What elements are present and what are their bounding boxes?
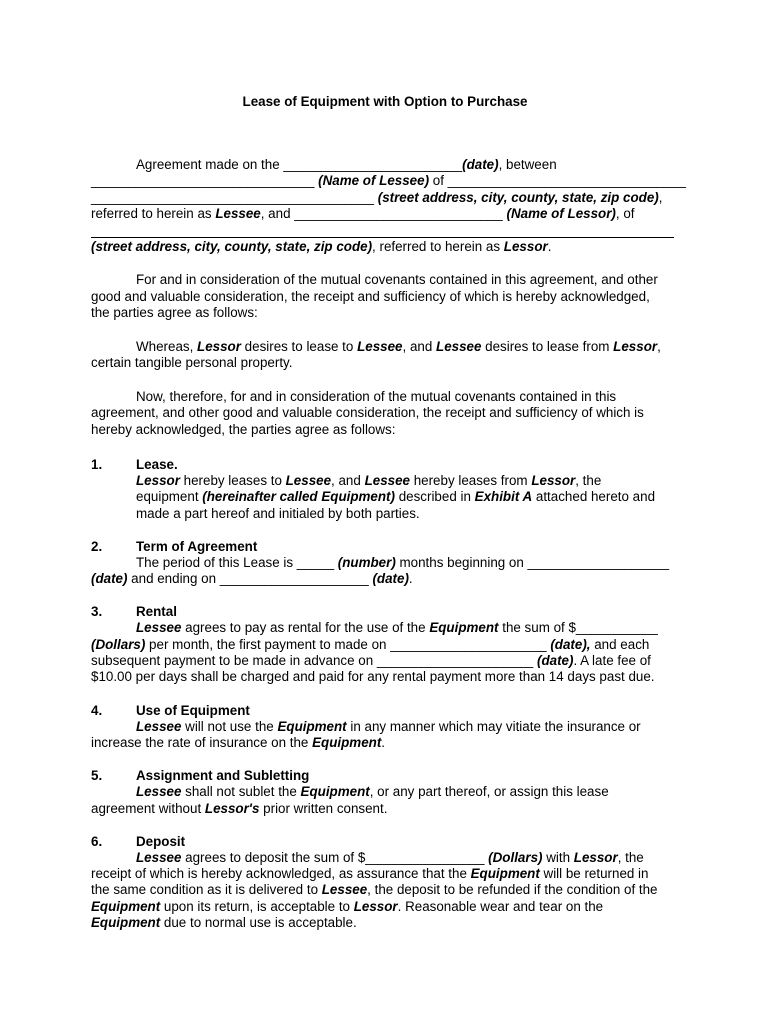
section-6-title: Deposit (136, 834, 186, 849)
section-1-line-2: equipment (hereinafter called Equipment) described in Exhibit A attached hereto and (136, 489, 656, 504)
consideration-line-1: For and in consideration of the mutual covenants contained in this agreement, and other (136, 272, 658, 287)
section-3-title: Rental (136, 604, 177, 619)
section-6-line-1: Lessee agrees to deposit the sum of $________________ (Dollars) with Lessor, the (136, 850, 644, 865)
intro-line-2: ______________________________ (Name of Lessee) of ________________________________ (91, 173, 686, 188)
intro-line-1: Agreement made on the ________________________(date), between (136, 157, 557, 172)
section-6-line-2: receipt of which is hereby acknowledged, as assurance that the Equipment will be returned in (91, 866, 649, 881)
section-2-line-1: The period of this Lease is _____ (number) months beginning on ___________________ (136, 555, 670, 570)
section-6-line-3: the same condition as it is delivered to Lessee, the deposit to be refunded if the condition of the (91, 882, 658, 897)
section-5-number: 5. (91, 768, 103, 783)
section-1-title: Lease. (136, 457, 178, 472)
consideration-line-3: the parties agree as follows: (91, 305, 258, 320)
section-5-line-1: Lessee shall not sublet the Equipment, or any part thereof, or assign this lease (136, 784, 609, 799)
consideration-line-2: good and valuable consideration, the receipt and sufficiency of which is hereby acknowledged, (91, 289, 650, 304)
intro-line-3: ______________________________________ (street address, city, county, state, zip code), (91, 190, 663, 205)
document-title: Lease of Equipment with Option to Purchase (242, 94, 528, 109)
section-6-line-4: Equipment upon its return, is acceptable to Lessor. Reasonable wear and tear on the (91, 899, 604, 914)
section-6-line-5: Equipment due to normal use is acceptable. (91, 915, 357, 930)
section-4-line-1: Lessee will not use the Equipment in any manner which may vitiate the insurance or (136, 719, 641, 734)
section-6-number: 6. (91, 834, 103, 849)
section-2-title: Term of Agreement (136, 539, 258, 554)
section-5-title: Assignment and Subletting (136, 768, 310, 783)
section-2-line-2: (date) and ending on ____________________ (date). (91, 571, 413, 586)
section-5-line-2: agreement without Lessor's prior written consent. (91, 801, 388, 816)
section-1-line-1: Lessor hereby leases to Lessee, and Lessee hereby leases from Lessor, the (136, 473, 602, 488)
section-3-line-1: Lessee agrees to pay as rental for the use of the Equipment the sum of $___________ (136, 620, 658, 635)
address-blank-rule (91, 237, 674, 238)
intro-line-5: (street address, city, county, state, zip code), referred to herein as Lessor. (91, 239, 552, 254)
section-4-number: 4. (91, 703, 103, 718)
section-4-line-2: increase the rate of insurance on the Equipment. (91, 735, 386, 750)
section-3-line-2: (Dollars) per month, the first payment to made on _____________________ (date), and each (91, 637, 650, 652)
now-therefore-line-2: agreement, and other good and valuable consideration, the receipt and sufficiency of which is (91, 405, 644, 420)
now-therefore-line-3: hereby acknowledged, the parties agree as follows: (91, 422, 396, 437)
section-2-number: 2. (91, 539, 103, 554)
section-3-line-4: $10.00 per days shall be charged and paid for any rental payment more than 14 days past due. (91, 669, 655, 684)
section-3-number: 3. (91, 604, 103, 619)
section-1-heading: 1. (91, 457, 103, 472)
section-1-line-3: made a part hereof and initialed by both parties. (136, 506, 420, 521)
section-4-title: Use of Equipment (136, 703, 250, 718)
intro-line-4: referred to herein as Lessee, and ____________________________ (Name of Lessor), of (91, 206, 635, 221)
now-therefore-line-1: Now, therefore, for and in consideration of the mutual covenants contained in this (136, 389, 617, 404)
whereas-line-1: Whereas, Lessor desires to lease to Lessee, and Lessee desires to lease from Lessor, (136, 339, 661, 354)
section-3-line-3: subsequent payment to be made in advance on _____________________ (date). A late fee of (91, 653, 651, 668)
whereas-line-2: certain tangible personal property. (91, 355, 293, 370)
